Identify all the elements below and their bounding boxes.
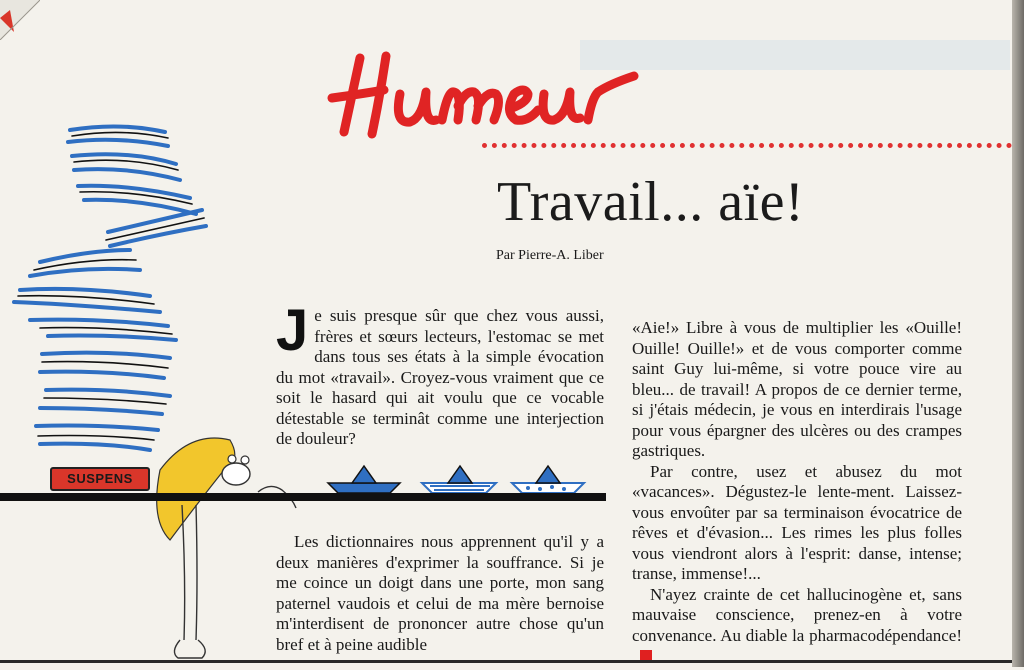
paragraph-2: Les dictionnaires nous apprennent qu'il y a deux manières d'exprimer la souffrance. Si je me coince un doigt dans une porte, mon sang paternel vaudois et celui de ma mère bernoise m'interdisent de prononcer autre chose qu'un bref et à peine audible bbox=[276, 532, 604, 654]
paragraph-5 bbox=[632, 585, 962, 667]
folded-corner bbox=[0, 0, 40, 40]
drop-cap: J bbox=[276, 298, 309, 363]
suspens-sign: SUSPENS bbox=[50, 467, 150, 491]
article-column-2 bbox=[632, 318, 962, 667]
paragraph-5-text: N'ayez crainte de cet hallucinogène et, sans mauvaise conscience, prenez-en à votre convenance. Au diable la pharmacodépendance! bbox=[632, 584, 962, 645]
page-edge bbox=[1012, 0, 1024, 667]
paragraph-1 bbox=[276, 298, 604, 450]
shelf bbox=[0, 493, 606, 501]
byline: Par Pierre-A. Liber bbox=[496, 248, 604, 263]
paragraph-4: Par contre, usez et abusez du mot «vacances». Dégustez-le lente-ment. Laissez-vous envoûter par sa terminaison évocatrice de rêves et d'évasion... Les rimes les plus folles vous viendront alors à l'esprit: danse, intense; transe, immense!... bbox=[632, 461, 962, 583]
paragraph-1-text: e suis presque sûr que chez vous aussi, frères et sœurs lecteurs, l'estomac se met dans tous ses états à la simple évocation du mot «travail». Croyez-vous vraiment que ce soit le hasard qui ait voulu que ce vocable détestable se terminât comme une interjection de douleur? bbox=[276, 306, 604, 448]
paragraph-3: «Aie!» Libre à vous de multiplier les «Ouille! Ouille! Ouille!» et de vous comporter comme saint Guy lui-même, si votre pouce vire au bleu... de travail! A propos de ce dernier terme, si j'étais médecin, je vous en interdirais l'usage pour vous épargner des ulcères ou des crampes gastriques. bbox=[632, 318, 962, 460]
article-title: Travail... aïe! bbox=[497, 171, 805, 233]
article-column-1-bottom bbox=[276, 532, 604, 655]
article-column-1-top bbox=[276, 298, 604, 450]
bottom-rule bbox=[0, 660, 1012, 663]
